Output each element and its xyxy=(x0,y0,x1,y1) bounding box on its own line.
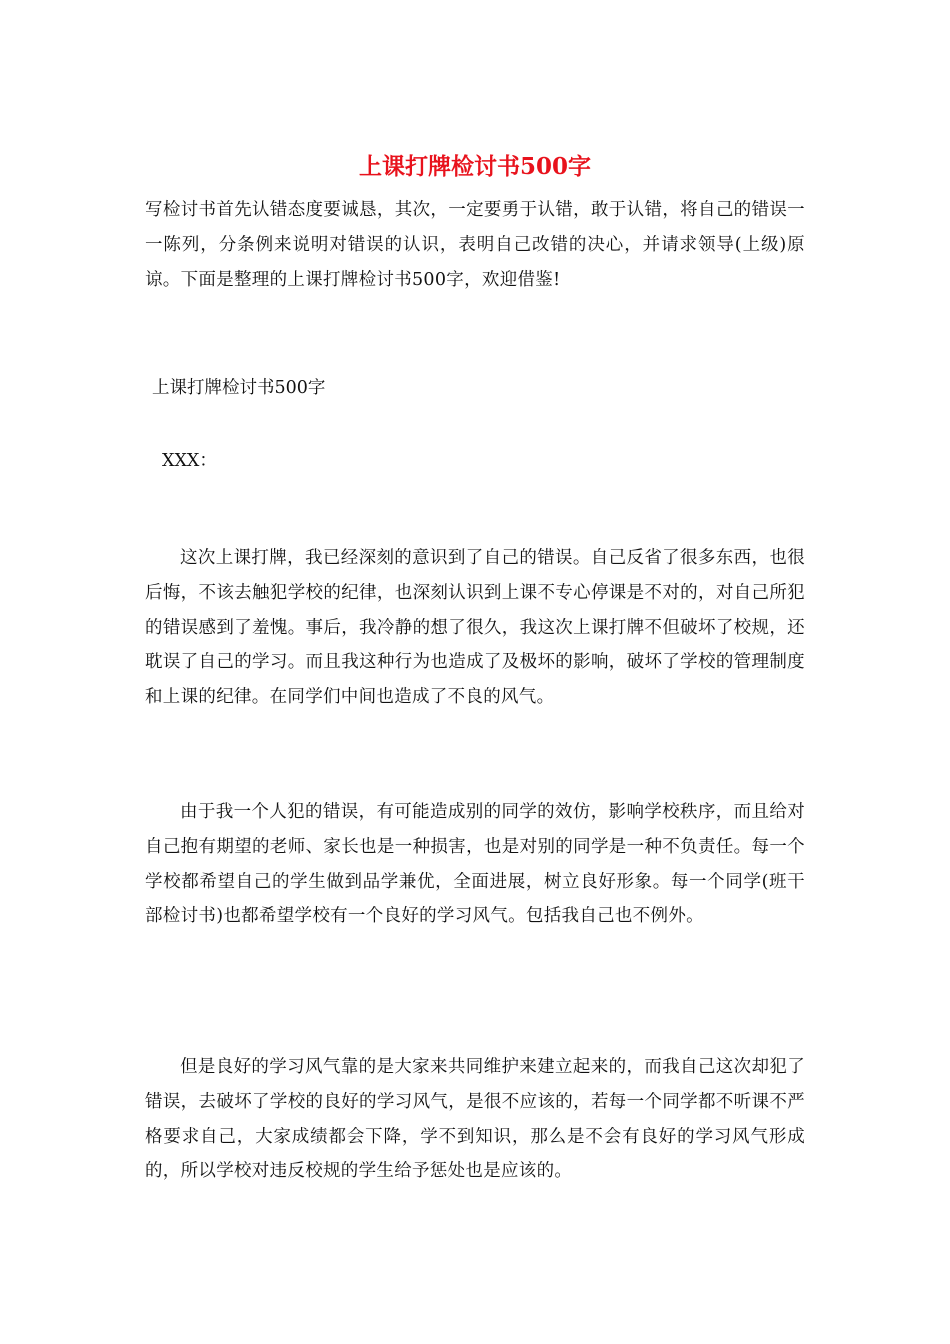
body-paragraph-3: 但是良好的学习风气靠的是大家来共同维护来建立起来的，而我自己这次却犯了错误，去破坏了学校的良好的学习风气，是很不应该的，若每一个同学都不听课不严格要求自己，大家成绩都会下降，学不到知识，那么是不会有良好的学习风气形成的，所以学校对违反校规的学生给予惩处也是应该的。 xyxy=(145,1057,805,1182)
body-paragraph-2: 由于我一个人犯的错误，有可能造成别的同学的效仿，影响学校秩序，而且给对自己抱有期望的老师、家长也是一种损害，也是对别的同学是一种不负责任。每一个学校都希望自己的学生做到品学兼优，全面进展，树立良好形象。每一个同学(班干部检讨书)也都希望学校有一个良好的学习风气。包括我自己也不例外。 xyxy=(145,802,805,927)
document-title: 上课打牌检讨书500字 xyxy=(358,153,591,180)
letter-heading: 上课打牌检讨书500字 xyxy=(152,378,326,398)
body-paragraph-1: 这次上课打牌，我已经深刻的意识到了自己的错误。自己反省了很多东西，也很后悔，不该去触犯学校的纪律，也深刻认识到上课不专心停课是不对的，对自己所犯的错误感到了羞愧。事后，我冷静的想了很久，我这次上课打牌不但破坏了校规，还耽误了自己的学习。而且我这种行为也造成了及极坏的影响，破坏了学校的管理制度和上课的纪律。在同学们中间也造成了不良的风气。 xyxy=(145,548,805,708)
intro-paragraph: 写检讨书首先认错态度要诚恳，其次，一定要勇于认错，敢于认错，将自己的错误一一陈列，分条例来说明对错误的认识，表明自己改错的决心，并请求领导(上级)原谅。下面是整理的上课打牌检讨书500字，欢迎借鉴! xyxy=(145,200,805,290)
salutation: XXX： xyxy=(162,451,217,471)
